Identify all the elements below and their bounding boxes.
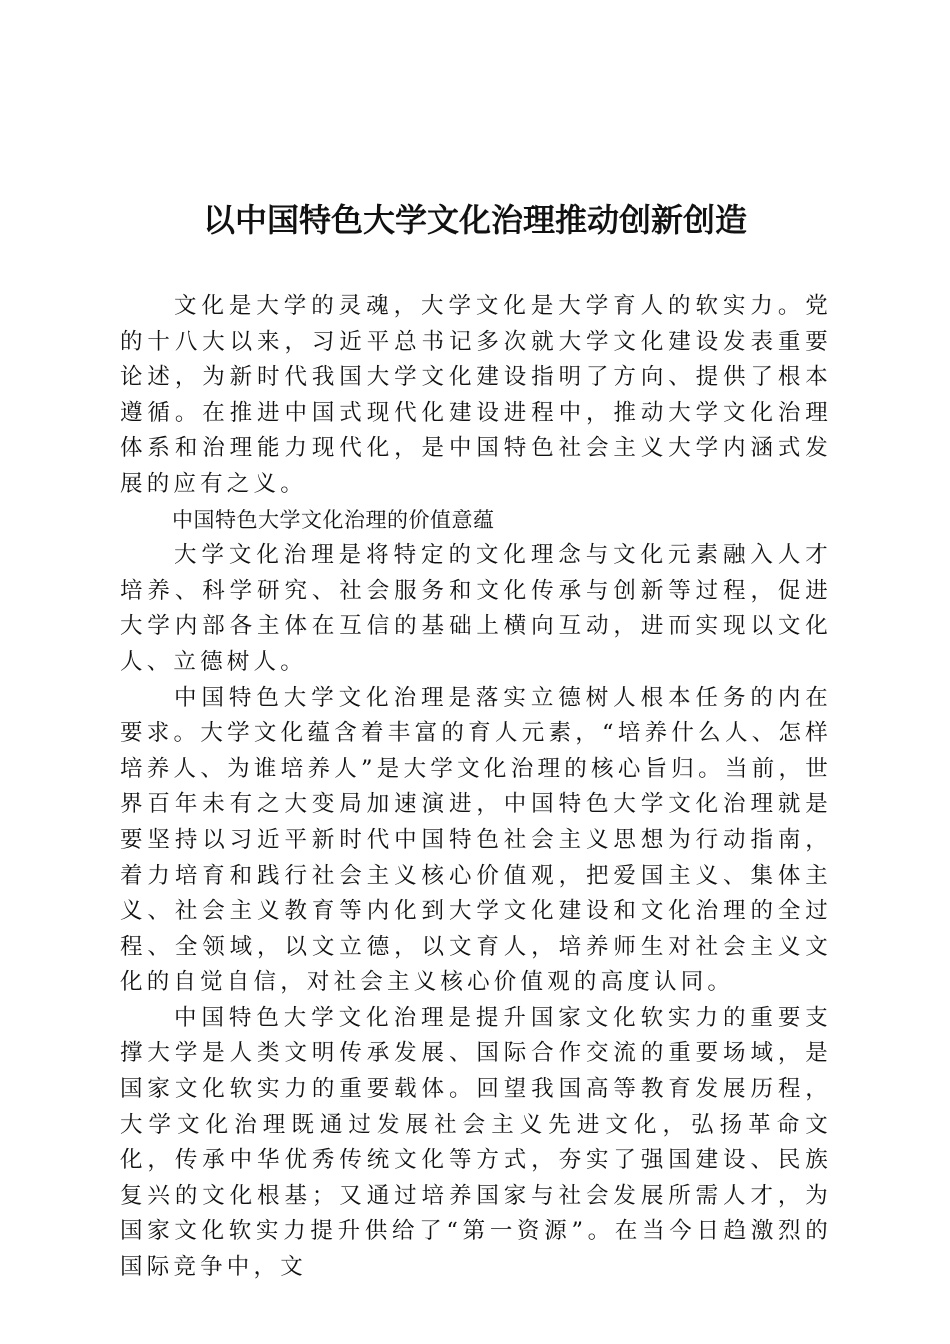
body-paragraph-3: 中国特色大学文化治理是提升国家文化软实力的重要支撑大学是人类文明传承发展、国际合作交流的重要场域，是国家文化软实力的重要载体。回望我国高等教育发展历程，大学文化治理既通过发展社会主义先进文化，弘扬革命文化，传承中华优秀传统文化等方式，夯实了强国建设、民族复兴的文化根基；又通过培养国家与社会发展所需人才，为国家文化软实力提升供给了“第一资源”。在当今日趋激烈的国际竞争中，文 xyxy=(120,1004,832,1281)
intro-paragraph: 文化是大学的灵魂，大学文化是大学育人的软实力。党的十八大以来，习近平总书记多次就大学文化建设发表重要论述，为新时代我国大学文化建设指明了方向、提供了根本遵循。在推进中国式现代化建设进程中，推动大学文化治理体系和治理能力现代化，是中国特色社会主义大学内涵式发展的应有之义。 xyxy=(120,293,832,497)
section-heading: 中国特色大学文化治理的价值意蕴 xyxy=(172,507,495,532)
document-title: 以中国特色大学文化治理推动创新创造 xyxy=(202,201,747,239)
body-paragraph-2: 中国特色大学文化治理是落实立德树人根本任务的内在要求。大学文化蕴含着丰富的育人元素，“培养什么人、怎样培养人、为谁培养人”是大学文化治理的核心旨归。当前，世界百年未有之大变局加速演进，中国特色大学文化治理就是要坚持以习近平新时代中国特色社会主义思想为行动指南，着力培育和践行社会主义核心价值观，把爱国主义、集体主义、社会主义教育等内化到大学文化建设和文化治理的全过程、全领域，以文立德，以文育人，培养师生对社会主义文化的自觉自信，对社会主义核心价值观的高度认同。 xyxy=(120,684,832,996)
document-body xyxy=(120,289,832,1286)
body-paragraph-1: 大学文化治理是将特定的文化理念与文化元素融入人才培养、科学研究、社会服务和文化传承与创新等过程，促进大学内部各主体在互信的基础上横向互动，进而实现以文化人、立德树人。 xyxy=(120,542,832,675)
